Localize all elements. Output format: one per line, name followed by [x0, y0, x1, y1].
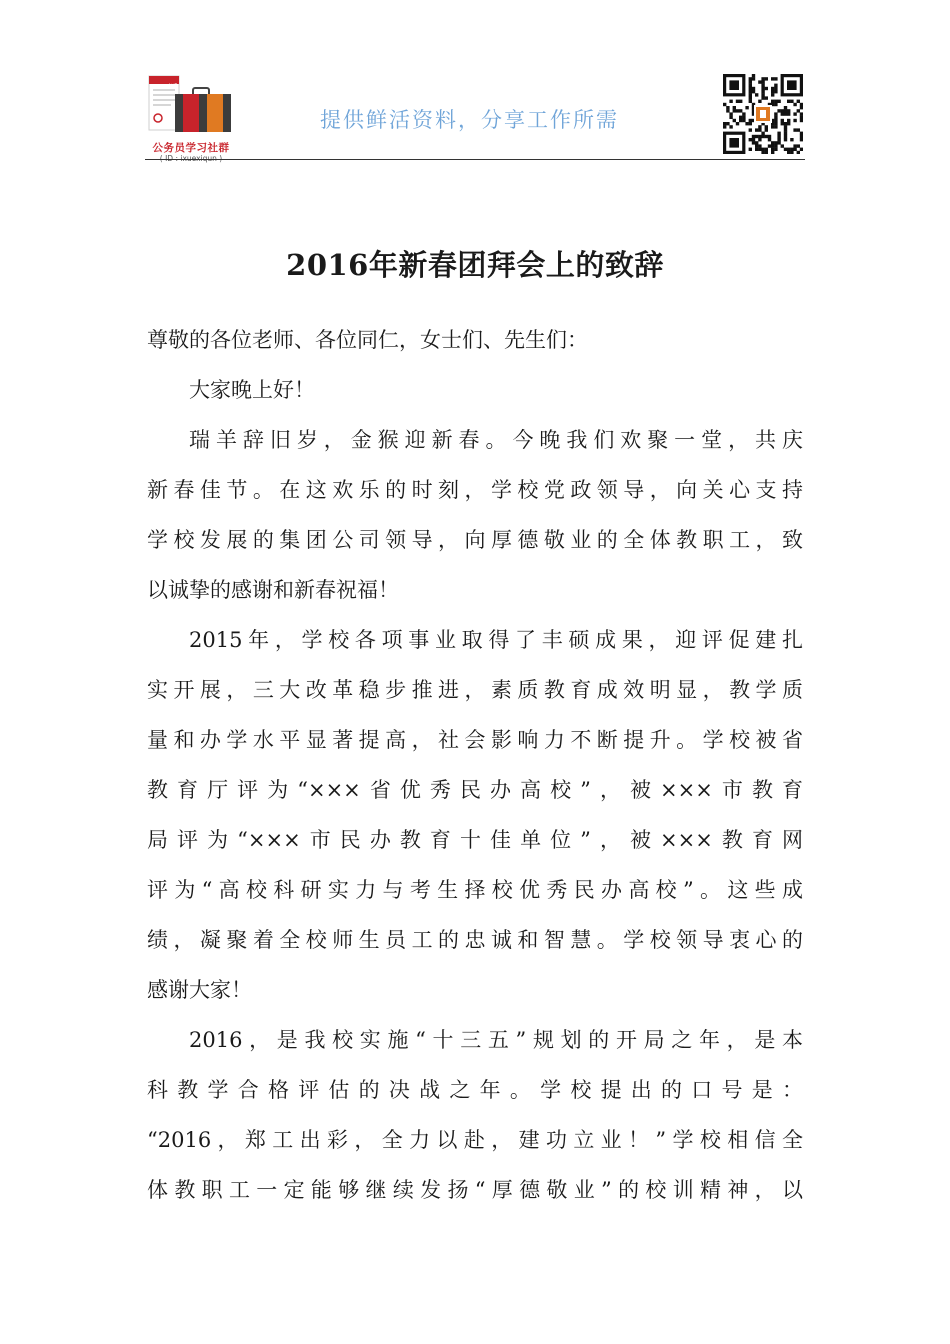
header-divider — [145, 159, 805, 160]
text-line: 尊敬的各位老师、各位同仁，女士们、先生们： — [147, 328, 588, 352]
document-body — [147, 318, 803, 1218]
text-line: “2016，郑工出彩，全力以赴，建功立业！”学校相信全 — [147, 1128, 803, 1152]
text-line: 瑞羊辞旧岁，金猴迎新春。今晚我们欢聚一堂，共庆 — [189, 428, 803, 452]
text-line: 大家晚上好！ — [189, 378, 315, 402]
text-line: 实开展，三大改革稳步推进，素质教育成效明显，教学质 — [147, 678, 803, 702]
document-title: 2016年新春团拜会上的致辞 — [286, 248, 664, 282]
text-line: 评为“高校科研实力与考生择校优秀民办高校”。这些成 — [147, 878, 803, 902]
text-line: 体教职工一定能够继续发扬“厚德敬业”的校训精神，以 — [147, 1178, 803, 1202]
logo — [145, 74, 237, 163]
text-line: 2016，是我校实施“十三五”规划的开局之年，是本 — [189, 1028, 803, 1052]
qr-code-icon — [723, 74, 803, 154]
text-line: 新春佳节。在这欢乐的时刻，学校党政领导，向关心支持 — [147, 478, 803, 502]
text-line: 以诚挚的感谢和新春祝福！ — [147, 578, 399, 602]
page-header — [145, 68, 805, 163]
header-slogan: 提供鲜活资料，分享工作所需 — [320, 108, 619, 132]
text-line: 绩，凝聚着全校师生员工的忠诚和智慧。学校领导衷心的 — [147, 928, 803, 952]
text-line: 教育厅评为“×××省优秀民办高校”，被×××市教育 — [147, 778, 803, 802]
text-line: 2015年，学校各项事业取得了丰硕成果，迎评促建扎 — [189, 628, 803, 652]
logo-badge: XXXX市委 — [151, 84, 179, 90]
text-line: 学校发展的集团公司领导，向厚德敬业的全体教职工，致 — [147, 528, 803, 552]
text-line: 量和办学水平显著提高，社会影响力不断提升。学校被省 — [147, 728, 803, 752]
logo-name: 公务员学习社群 — [152, 142, 230, 154]
text-line: 感谢大家！ — [147, 978, 252, 1002]
text-line: 局评为“×××市民办教育十佳单位”，被×××教育网 — [147, 828, 803, 852]
text-line: 科教学合格评估的决战之年。学校提出的口号是： — [147, 1078, 803, 1102]
logo-id: ( ID : ixuexiqun ) — [159, 154, 223, 163]
